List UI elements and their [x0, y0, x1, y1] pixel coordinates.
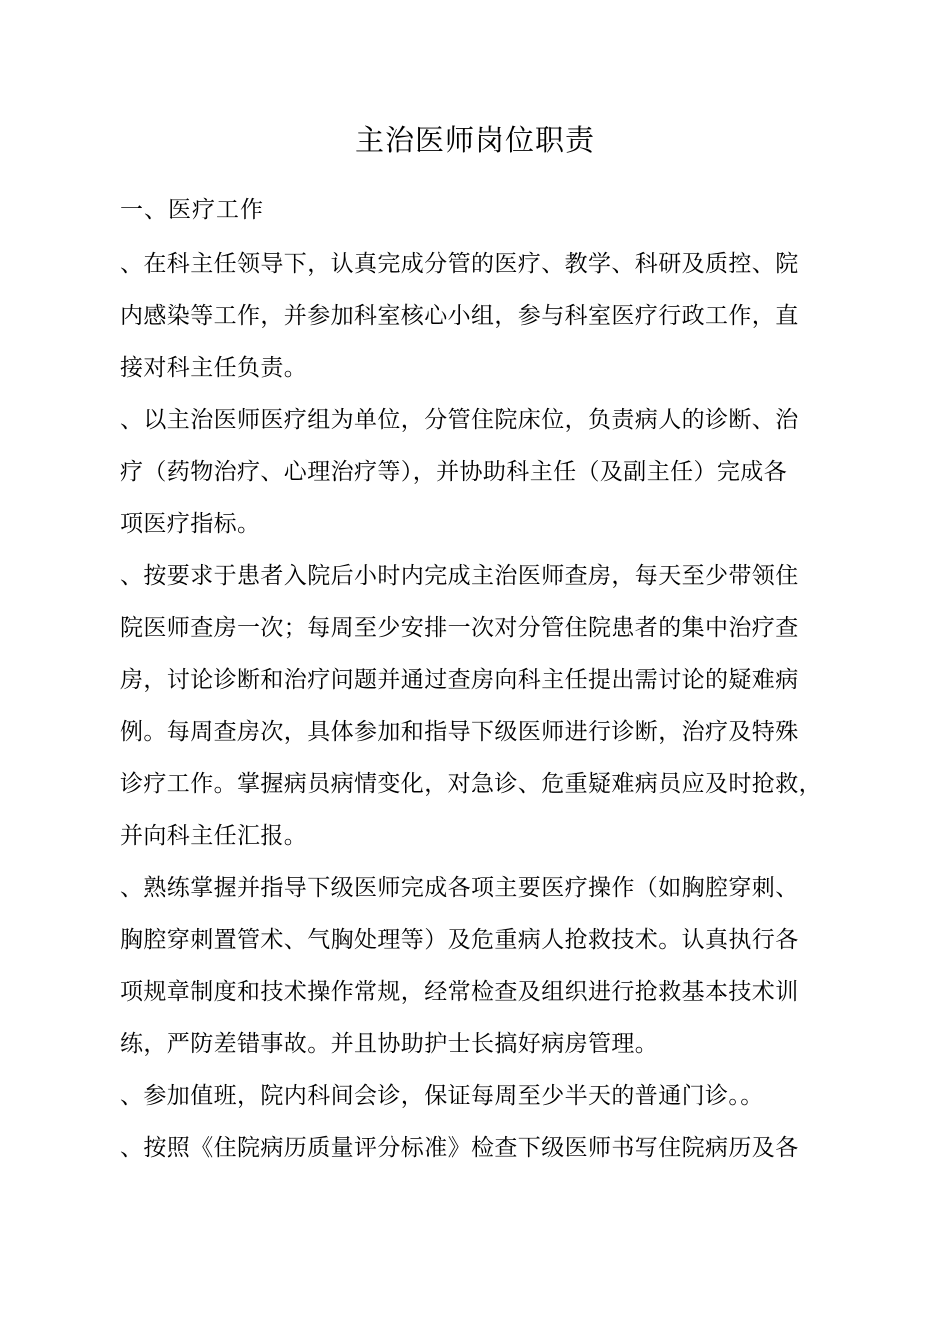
- body-line: 、以主治医师医疗组为单位，分管住院床位，负责病人的诊断、治: [120, 407, 799, 433]
- document-body: [120, 238, 845, 1174]
- body-line: 、参加值班，院内科间会诊，保证每周至少半天的普通门诊。。: [120, 1083, 764, 1109]
- body-line: 房，讨论诊断和治疗问题并通过查房向科主任提出需讨论的疑难病: [120, 667, 799, 693]
- document-title: 主治医师岗位职责: [354, 123, 595, 157]
- body-line: 诊疗工作。掌握病员病情变化，对急诊、危重疑难病员应及时抢救，: [120, 771, 822, 797]
- body-line: 内感染等工作，并参加科室核心小组，参与科室医疗行政工作，直: [120, 303, 799, 329]
- body-line: 接对科主任负责。: [120, 355, 308, 381]
- body-line: 练，严防差错事故。并且协助护士长搞好病房管理。: [120, 1031, 659, 1057]
- body-line: 胸腔穿刺置管术、气胸处理等）及危重病人抢救技术。认真执行各: [120, 927, 799, 953]
- body-line: 疗（药物治疗、心理治疗等），并协助科主任（及副主任）完成各: [120, 459, 788, 485]
- body-line: 、熟练掌握并指导下级医师完成各项主要医疗操作（如胸腔穿刺、: [120, 875, 799, 901]
- section-heading: 一、医疗工作: [120, 197, 264, 223]
- body-line: 、在科主任领导下，认真完成分管的医疗、教学、科研及质控、院: [120, 251, 799, 277]
- body-line: 项医疗指标。: [120, 511, 261, 537]
- body-line: 院医师查房一次；每周至少安排一次对分管住院患者的集中治疗查: [120, 615, 799, 641]
- body-line: 项规章制度和技术操作常规，经常检查及组织进行抢救基本技术训: [120, 979, 799, 1005]
- body-line: 、按要求于患者入院后小时内完成主治医师查房，每天至少带领住: [120, 563, 799, 589]
- body-line: 、按照《住院病历质量评分标准》检查下级医师书写住院病历及各: [120, 1135, 799, 1161]
- body-line: 例。每周查房次，具体参加和指导下级医师进行诊断，治疗及特殊: [120, 719, 799, 745]
- body-line: 并向科主任汇报。: [120, 823, 308, 849]
